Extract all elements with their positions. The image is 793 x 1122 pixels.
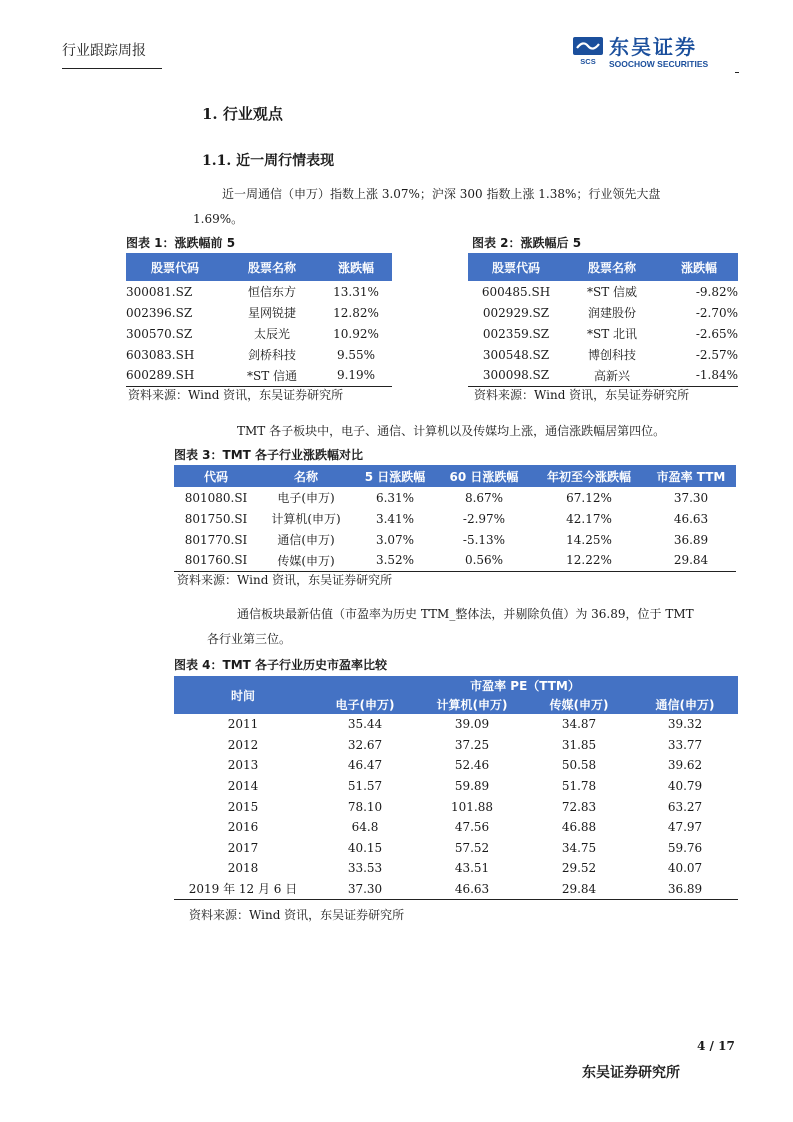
pe-value: 64.8 [351,820,379,835]
table-row [174,529,736,550]
change-pct: 10.92% [333,326,379,341]
col-header: 年初至今涨跌幅 [532,465,646,487]
change-pct: 9.19% [320,365,392,386]
paragraph-1-line-2: 1.69%。 [193,212,244,226]
col-header: 股票代码 [468,253,564,281]
section-heading: 1. 行业观点 [202,105,283,123]
table-4-source: 资料来源：Wind 资讯，东吴证券研究所 [189,908,405,922]
pe-value: 63.27 [667,799,703,814]
pe-value: 51.78 [561,779,597,794]
stock-code: 002359.SZ [482,326,550,341]
index-code: 801770.SI [184,532,248,547]
top5-gainers-table [126,253,392,387]
table-row [468,365,738,386]
table-row [174,796,738,817]
pe-value: 29.52 [561,861,597,876]
table-3-source: 资料来源：Wind 资讯，东吴证券研究所 [177,573,393,587]
pe-value: 34.75 [561,840,597,855]
table-2-caption: 图表 2：涨跌幅后 5 [472,236,582,250]
soochow-logo [571,36,741,70]
period: 2012 [227,737,259,752]
col-header-time: 时间 [174,676,312,714]
col-header: 传媒(申万) [526,695,632,714]
change-pct: -9.82% [695,284,738,299]
change-ytd: 12.22% [532,550,646,571]
header-rule [62,68,162,69]
paragraph-3-line-1: 通信板块最新估值（市盈率为历史 TTM_整体法，并剔除负值）为 36.89，位于 TMT [237,607,694,621]
change-pct: -1.84% [660,365,738,386]
col-header: 涨跌幅 [320,253,392,281]
pe-value: 32.67 [347,737,383,752]
pe-ttm: 29.84 [646,550,736,571]
pe-value: 40.79 [667,779,703,794]
stock-code: 002929.SZ [482,305,550,320]
index-name: 传媒(申万) [258,550,354,571]
col-header-group: 市盈率 PE（TTM） [312,676,738,695]
pe-value: 33.77 [667,737,703,752]
stock-code: 300570.SZ [126,326,193,341]
change-pct: -2.65% [695,326,738,341]
period: 2017 [227,840,259,855]
change-ytd: 14.25% [566,532,612,547]
col-header: 股票代码 [126,253,224,281]
table-row [174,879,738,900]
change-ytd: 67.12% [566,490,612,505]
tmt-change-comparison-table [174,465,736,572]
table-row [468,302,738,323]
table-row [174,755,738,776]
table-row [126,323,392,344]
period: 2011 [227,717,259,732]
table-row [126,281,392,302]
pe-value: 59.89 [454,779,490,794]
table-row [174,858,738,879]
pe-value: 39.09 [454,717,490,732]
stock-name: 恒信东方 [247,285,296,299]
pe-value: 29.84 [526,879,632,900]
table-row [126,302,392,323]
pe-value: 57.52 [454,840,490,855]
pe-value: 40.15 [347,840,383,855]
stock-code: 002396.SZ [126,305,193,320]
col-header: 60 日涨跌幅 [436,465,532,487]
subsection-heading: 1.1. 近一周行情表现 [202,153,335,169]
col-header: 名称 [258,465,354,487]
table-3-caption: 图表 3：TMT 各子行业涨跌幅对比 [174,448,364,462]
index-name: 电子(申万) [277,491,335,505]
change-pct: -2.57% [695,347,738,362]
pe-value: 47.97 [667,820,703,835]
stock-name: 星网锐捷 [247,306,296,320]
stock-name: *ST 信威 [586,285,638,299]
pe-value: 59.76 [667,840,703,855]
col-header: 股票名称 [224,253,320,281]
stock-code: 300081.SZ [126,284,193,299]
stock-code: 300098.SZ [468,365,564,386]
col-header: 5 日涨跌幅 [354,465,436,487]
pe-value: 52.46 [454,758,490,773]
change-60d: -5.13% [462,532,506,547]
stock-name: 剑桥科技 [247,348,296,362]
logo-abbr: SCS [580,57,596,66]
stock-name: 润建股份 [587,306,636,320]
change-pct: 12.82% [333,305,379,320]
table-row [174,838,738,859]
change-5d: 6.31% [375,490,415,505]
stock-name: 太辰光 [253,327,290,341]
paragraph-3-line-2: 各行业第三位。 [207,632,292,646]
pe-value: 37.25 [454,737,490,752]
period: 2014 [227,779,259,794]
page-number: 4 / 17 [697,1039,735,1053]
change-60d: -2.97% [462,511,506,526]
logo-english: SOOCHOW SECURITIES [609,59,709,69]
pe-value: 47.56 [454,820,490,835]
pe-value: 31.85 [561,737,597,752]
period: 2016 [227,820,259,835]
change-5d: 3.07% [375,532,415,547]
header-rule-mark [735,72,739,73]
stock-name: 博创科技 [587,348,636,362]
change-ytd: 42.17% [566,511,612,526]
tmt-historical-pe-table [174,676,738,900]
pe-value: 40.07 [667,861,703,876]
top5-losers-table [468,253,738,387]
pe-value: 72.83 [561,799,597,814]
change-5d: 3.52% [354,550,436,571]
index-code: 801080.SI [184,490,248,505]
table-row [468,281,738,302]
pe-value: 34.87 [561,717,597,732]
table-row [174,735,738,756]
report-type-title: 行业跟踪周报 [62,43,146,59]
col-header: 通信(申万) [632,695,738,714]
pe-ttm: 37.30 [673,490,709,505]
index-name: 通信(申万) [277,533,335,547]
table-row [126,365,392,386]
change-pct: 13.31% [333,284,379,299]
period: 2015 [227,799,259,814]
table-row [174,776,738,797]
paragraph-2: TMT 各子板块中，电子、通信、计算机以及传媒均上涨，通信涨跌幅居第四位。 [237,424,666,438]
col-header: 计算机(申万) [418,695,526,714]
stock-code: 300548.SZ [482,347,550,362]
pe-value: 39.62 [667,758,703,773]
pe-ttm: 36.89 [673,532,709,547]
pe-ttm: 46.63 [673,511,709,526]
pe-value: 78.10 [347,799,383,814]
stock-code: 600289.SH [126,365,224,386]
pe-value: 46.47 [347,758,383,773]
table-row [468,344,738,365]
stock-name: *ST 信通 [224,365,320,386]
table-4-caption: 图表 4：TMT 各子行业历史市盈率比较 [174,658,388,672]
col-header: 市盈率 TTM [646,465,736,487]
col-header: 代码 [174,465,258,487]
pe-value: 46.63 [418,879,526,900]
table-row [174,487,736,508]
pe-value: 37.30 [312,879,418,900]
paragraph-1-line-1: 近一周通信（申万）指数上涨 3.07%；沪深 300 指数上涨 1.38%；行业领先大盘 [222,187,661,201]
pe-value: 101.88 [451,799,493,814]
pe-value: 43.51 [454,861,490,876]
table-row [174,550,736,571]
period: 2018 [227,861,259,876]
stock-code: 603083.SH [126,347,195,362]
pe-value: 36.89 [632,879,738,900]
scs-logo-icon [571,36,605,66]
table-row [174,714,738,735]
table-row [174,817,738,838]
logo-chinese: 东吴证券 [609,35,697,59]
index-name: 计算机(申万) [271,512,341,526]
col-header: 涨跌幅 [660,253,738,281]
col-header: 电子(申万) [312,695,418,714]
change-60d: 8.67% [464,490,504,505]
period: 2019 年 12 月 6 日 [174,879,312,900]
change-60d: 0.56% [436,550,532,571]
footer-org: 东吴证券研究所 [582,1065,680,1081]
stock-name: *ST 北讯 [586,327,638,341]
period: 2013 [227,758,259,773]
pe-value: 33.53 [347,861,383,876]
change-5d: 3.41% [375,511,415,526]
table-row [126,344,392,365]
pe-value: 50.58 [561,758,597,773]
change-pct: -2.70% [695,305,738,320]
table-row [174,508,736,529]
col-header: 股票名称 [564,253,660,281]
stock-code: 600485.SH [481,284,551,299]
table-1-caption: 图表 1：涨跌幅前 5 [126,236,236,250]
pe-value: 46.88 [561,820,597,835]
change-pct: 9.55% [336,347,376,362]
table-row [468,323,738,344]
table-1-source: 资料来源：Wind 资讯，东吴证券研究所 [128,388,344,402]
table-2-source: 资料来源：Wind 资讯，东吴证券研究所 [474,388,690,402]
pe-value: 35.44 [347,717,383,732]
stock-name: 高新兴 [564,365,660,386]
index-code: 801750.SI [184,511,248,526]
pe-value: 51.57 [347,779,383,794]
index-code: 801760.SI [174,550,258,571]
pe-value: 39.32 [667,717,703,732]
